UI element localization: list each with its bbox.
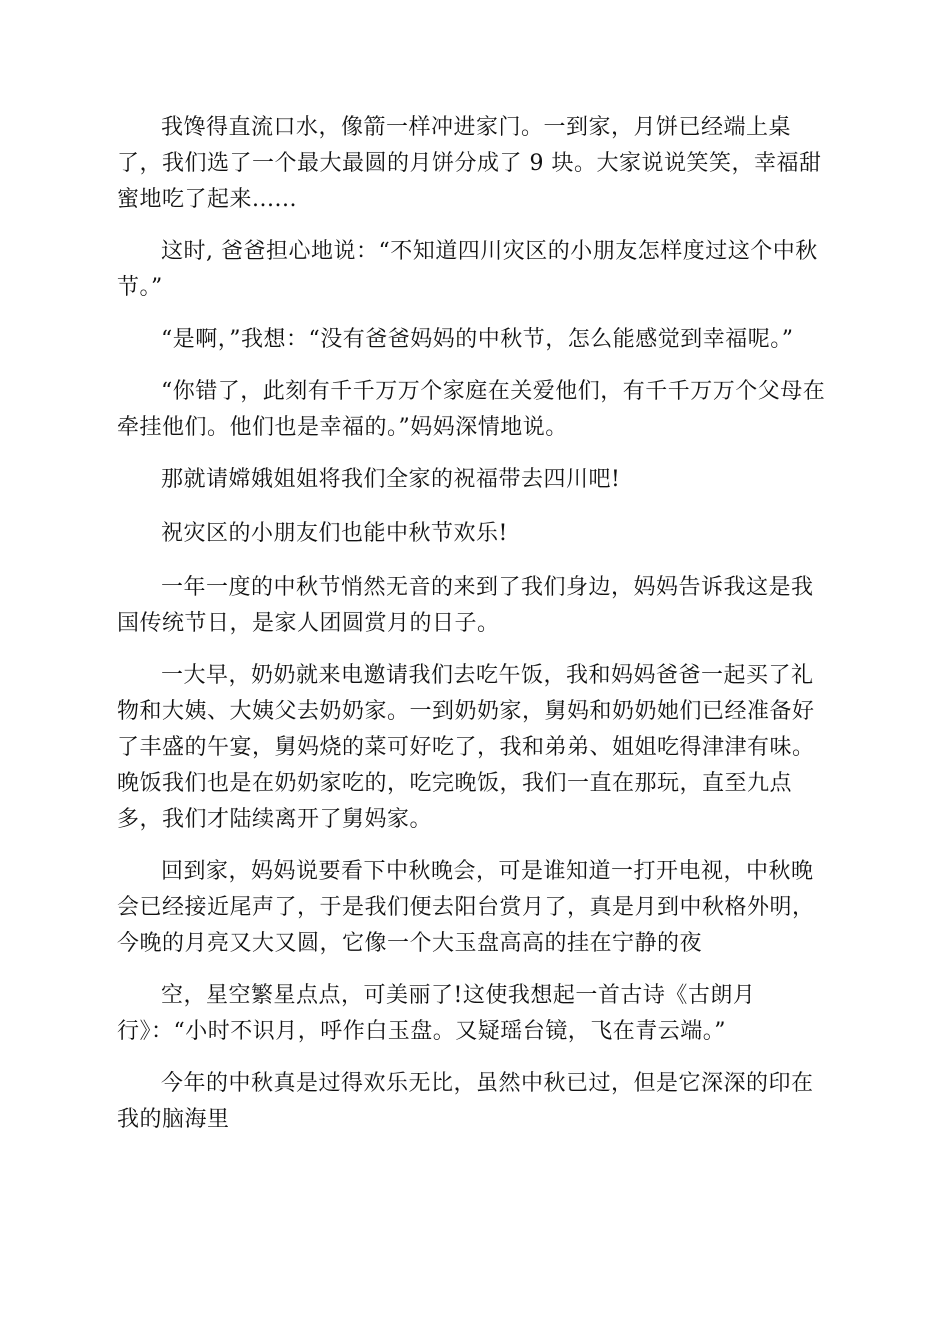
paragraph-11: 今年的中秋真是过得欢乐无比，虽然中秋已过，但是它深深的印在我的脑海里	[117, 1071, 814, 1132]
paragraph-10: 空，星空繁星点点，可美丽了!这使我想起一首古诗《古朗月行》：“小时不识月，呼作白玉盘。又疑瑶台镜，飞在青云端。”	[117, 983, 756, 1044]
paragraph-5: 那就请嫦娥姐姐将我们全家的祝福带去四川吧!	[161, 467, 621, 492]
paragraph-8: 一大早，奶奶就来电邀请我们去吃午饭，我和妈妈爸爸一起买了礼物和大姨、大姨父去奶奶家。一到奶奶家，舅妈和奶奶她们已经准备好了丰盛的午宴，舅妈烧的菜可好吃了，我和弟弟、姐姐吃得津津有味。晚饭我们也是在奶奶家吃的，吃完晚饭，我们一直在那玩，直至九点多，我们才陆续离开了舅妈家。	[117, 663, 815, 832]
paragraph-3: “是啊，”我想：“没有爸爸妈妈的中秋节，怎么能感觉到幸福呢。”	[161, 327, 794, 352]
paragraph-6: 祝灾区的小朋友们也能中秋节欢乐!	[161, 521, 508, 546]
paragraph-7: 一年一度的中秋节悄然无音的来到了我们身边，妈妈告诉我这是我国传统节日，是家人团圆赏月的日子。	[117, 575, 814, 636]
paragraph-9: 回到家，妈妈说要看下中秋晚会，可是谁知道一打开电视，中秋晚会已经接近尾声了，于是我们便去阳台赏月了，真是月到中秋格外明，今晚的月亮又大又圆，它像一个大玉盘高高的挂在宁静的夜	[117, 859, 815, 956]
paragraph-4: “你错了，此刻有千千万万个家庭在关爱他们，有千千万万个父母在牵挂他们。他们也是幸福的。”妈妈深情地说。	[117, 379, 826, 440]
paragraph-2: 这时, 爸爸担心地说：“不知道四川灾区的小朋友怎样度过这个中秋节。”	[117, 239, 818, 300]
document-body	[117, 110, 835, 1154]
paragraph-1: 我馋得直流口水，像箭一样冲进家门。一到家，月饼已经端上桌了，我们选了一个最大最圆的月饼分成了 9 块。大家说说笑笑，幸福甜蜜地吃了起来......	[117, 115, 822, 212]
